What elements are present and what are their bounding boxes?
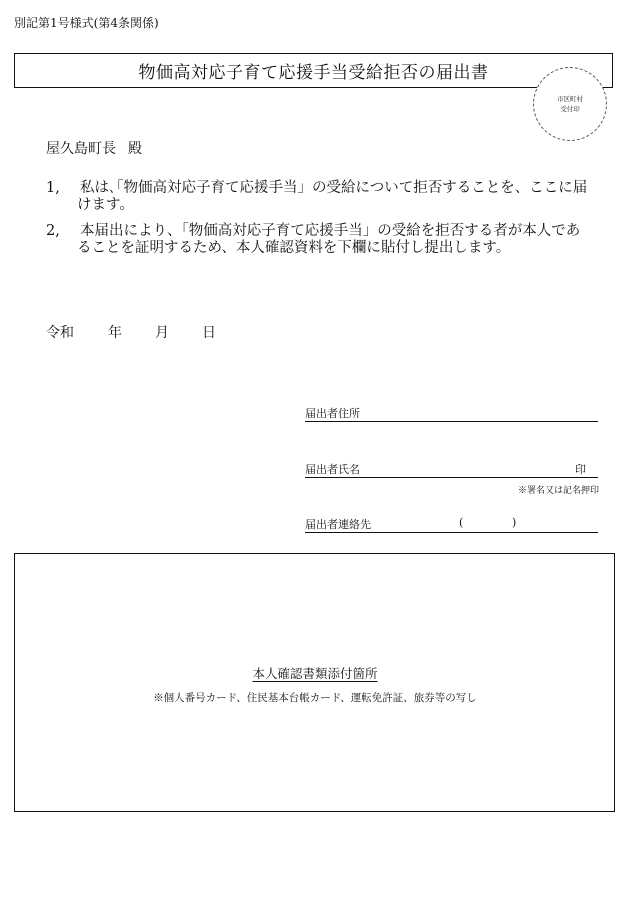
date-era: 令和	[46, 325, 74, 341]
form-reference: 別記第1号様式(第4条関係)	[14, 16, 159, 30]
item-text: 私は､｢物価高対応子育て応援手当」の受給について拒否することを、ここに届けます。	[77, 180, 588, 213]
area-code-open-paren: (	[459, 516, 464, 529]
address-field[interactable]	[305, 405, 598, 422]
addressee-honorific: 殿	[128, 141, 142, 157]
date-month: 月	[155, 325, 169, 341]
reception-stamp-area	[533, 67, 607, 141]
item-number: 1,	[46, 180, 60, 196]
date-line	[46, 322, 216, 342]
address-label: 届出者住所	[305, 407, 360, 420]
stamp-label-line1: 市区町村	[557, 95, 583, 103]
seal-mark: 印	[575, 463, 586, 476]
stamp-label-line2: 受付印	[560, 105, 580, 113]
name-field[interactable]	[305, 461, 598, 478]
signature-note: ※署名又は記名押印	[518, 486, 600, 496]
date-day: 日	[202, 325, 216, 341]
document-title: 物価高対応子育て応援手当受給拒否の届出書	[138, 63, 489, 83]
item-text: 本届出により、｢物価高対応子育て応援手当」の受給を拒否する者が本人であることを証明するため、本人確認資料を下欄に貼付し提出します。	[77, 223, 581, 256]
declaration-item-2	[46, 223, 591, 257]
contact-label: 届出者連絡先	[305, 518, 371, 531]
name-label: 届出者氏名	[305, 463, 360, 476]
declaration-item-1	[46, 180, 591, 214]
document-title-box	[14, 53, 613, 88]
id-document-attachment-box[interactable]	[14, 553, 615, 812]
area-code-close-paren: )	[512, 516, 517, 529]
contact-field[interactable]	[305, 516, 598, 533]
addressee-name: 屋久島町長	[46, 141, 116, 157]
item-number: 2,	[46, 223, 60, 239]
attachment-title	[0, 664, 630, 682]
attachment-title-text: 本人確認書類添付箇所	[252, 666, 378, 681]
date-year: 年	[108, 325, 122, 341]
addressee	[46, 138, 142, 158]
attachment-note: ※個人番号カード、住民基本台帳カード、運転免許証、旅券等の写し	[153, 692, 477, 704]
